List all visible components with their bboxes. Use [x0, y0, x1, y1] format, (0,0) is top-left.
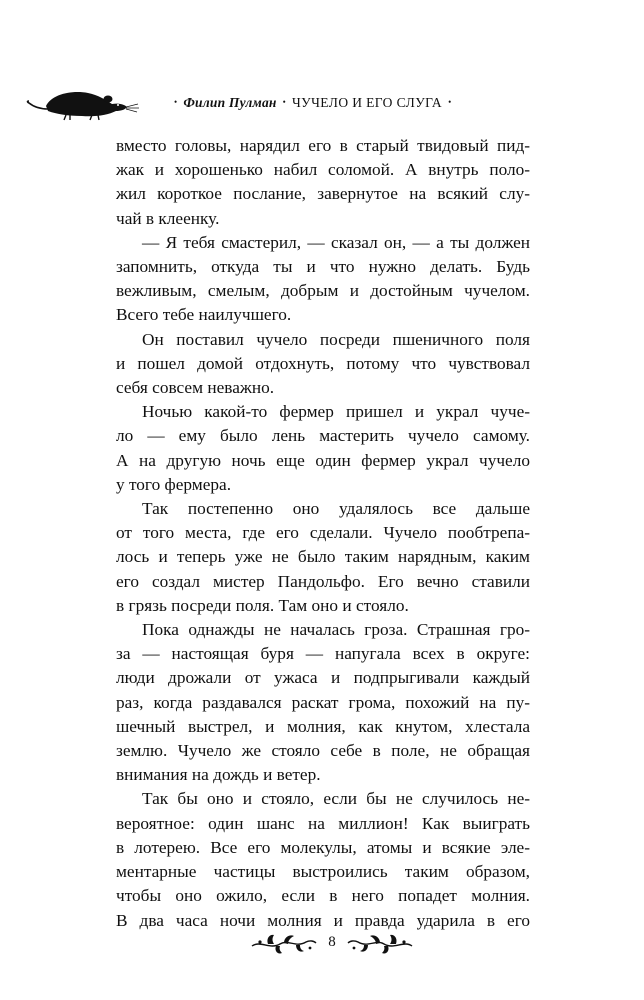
text-line: чай в клеенку.: [116, 208, 220, 228]
text-line: Ночью какой-то фермер пришел и украл чуче-: [142, 402, 530, 422]
text-line: В два часа ночи молния и правда ударила в его: [116, 910, 530, 930]
text-line: у того фермера.: [116, 474, 232, 494]
paragraph: [116, 787, 530, 932]
text-line: Он поставил чучело посреди пшеничного поля: [142, 329, 530, 349]
separator-dot: •: [282, 97, 286, 107]
text-line: Так постепенно оно удалялось все дальше: [142, 499, 530, 519]
rat-icon: [26, 82, 156, 122]
text-line: шечный выстрел, и молния, как кнутом, хлестала: [116, 716, 530, 736]
text-line: запомнить, откуда ты и что нужно делать. Будь: [116, 257, 530, 277]
paragraph: [116, 231, 530, 328]
text-line: вместо головы, нарядил его в старый твидовый пид-: [116, 136, 530, 155]
text-line: от того места, где его сделали. Чучело пообтрепа-: [116, 523, 530, 543]
running-head: [168, 95, 508, 111]
floral-ornament-icon: [250, 928, 318, 958]
text-line: Так бы оно и стояло, если бы не случилось не-: [142, 789, 530, 809]
text-line: раз, когда раздавался раскат грома, похожий на пу-: [116, 692, 530, 712]
text-line: вежливым, смелым, добрым и достойным чучелом.: [116, 281, 530, 301]
text-line: вероятное: один шанс на миллион! Как выиграть: [116, 813, 530, 833]
text-line: внимания на дождь и ветер.: [116, 765, 321, 785]
paragraph: [116, 618, 530, 787]
text-line: чтобы оно ожило, если в него попадет молния.: [116, 886, 530, 906]
text-line: — Я тебя смастерил, — сказал он, — а ты должен: [142, 232, 530, 252]
text-line: ло — ему было лень мастерить чучело самому.: [116, 426, 530, 446]
paragraph: [116, 497, 530, 618]
paragraph: [116, 328, 530, 401]
author-name: Филип Пулман: [183, 95, 277, 110]
paragraph: [116, 134, 530, 231]
separator-dot: •: [448, 97, 452, 107]
body-text: [116, 134, 530, 933]
text-line: за — настоящая буря — напугала всех в округе:: [116, 644, 530, 664]
text-line: и пошел домой отдохнуть, потому что чувствовал: [116, 353, 530, 373]
text-line: его создал мистер Пандольфо. Его вечно ставили: [116, 571, 530, 591]
text-line: землю. Чучело же стояло себе в поле, не обращая: [116, 741, 530, 761]
text-line: жил короткое послание, завернутое на всякий слу-: [116, 184, 530, 204]
book-title: ЧУЧЕЛО И ЕГО СЛУГА: [291, 95, 443, 110]
text-line: ментарные частицы выстроились таким образом,: [116, 862, 530, 882]
text-line: Всего тебе наилучшего.: [116, 305, 292, 325]
separator-dot: •: [174, 97, 178, 107]
text-line: себя совсем неважно.: [116, 378, 275, 398]
text-line: жак и хорошенько набил соломой. А внутрь поло-: [116, 160, 530, 180]
page-number: 8: [328, 934, 336, 950]
text-line: люди дрожали от ужаса и подпрыгивали каждый: [116, 668, 530, 688]
paragraph: [116, 400, 530, 497]
text-line: лось и теперь уже не было таким нарядным, каким: [116, 547, 530, 567]
text-line: в грязь посреди поля. Там оно и стояло.: [116, 595, 409, 615]
text-line: А на другую ночь еще один фермер украл чучело: [116, 450, 530, 470]
page-header: [0, 0, 644, 130]
text-line: Пока однажды не началась гроза. Страшная гро-: [142, 620, 530, 640]
floral-ornament-icon: [346, 928, 414, 958]
page-footer: [0, 928, 644, 968]
text-line: в лотерею. Все его молекулы, атомы и всякие эле-: [116, 837, 530, 857]
